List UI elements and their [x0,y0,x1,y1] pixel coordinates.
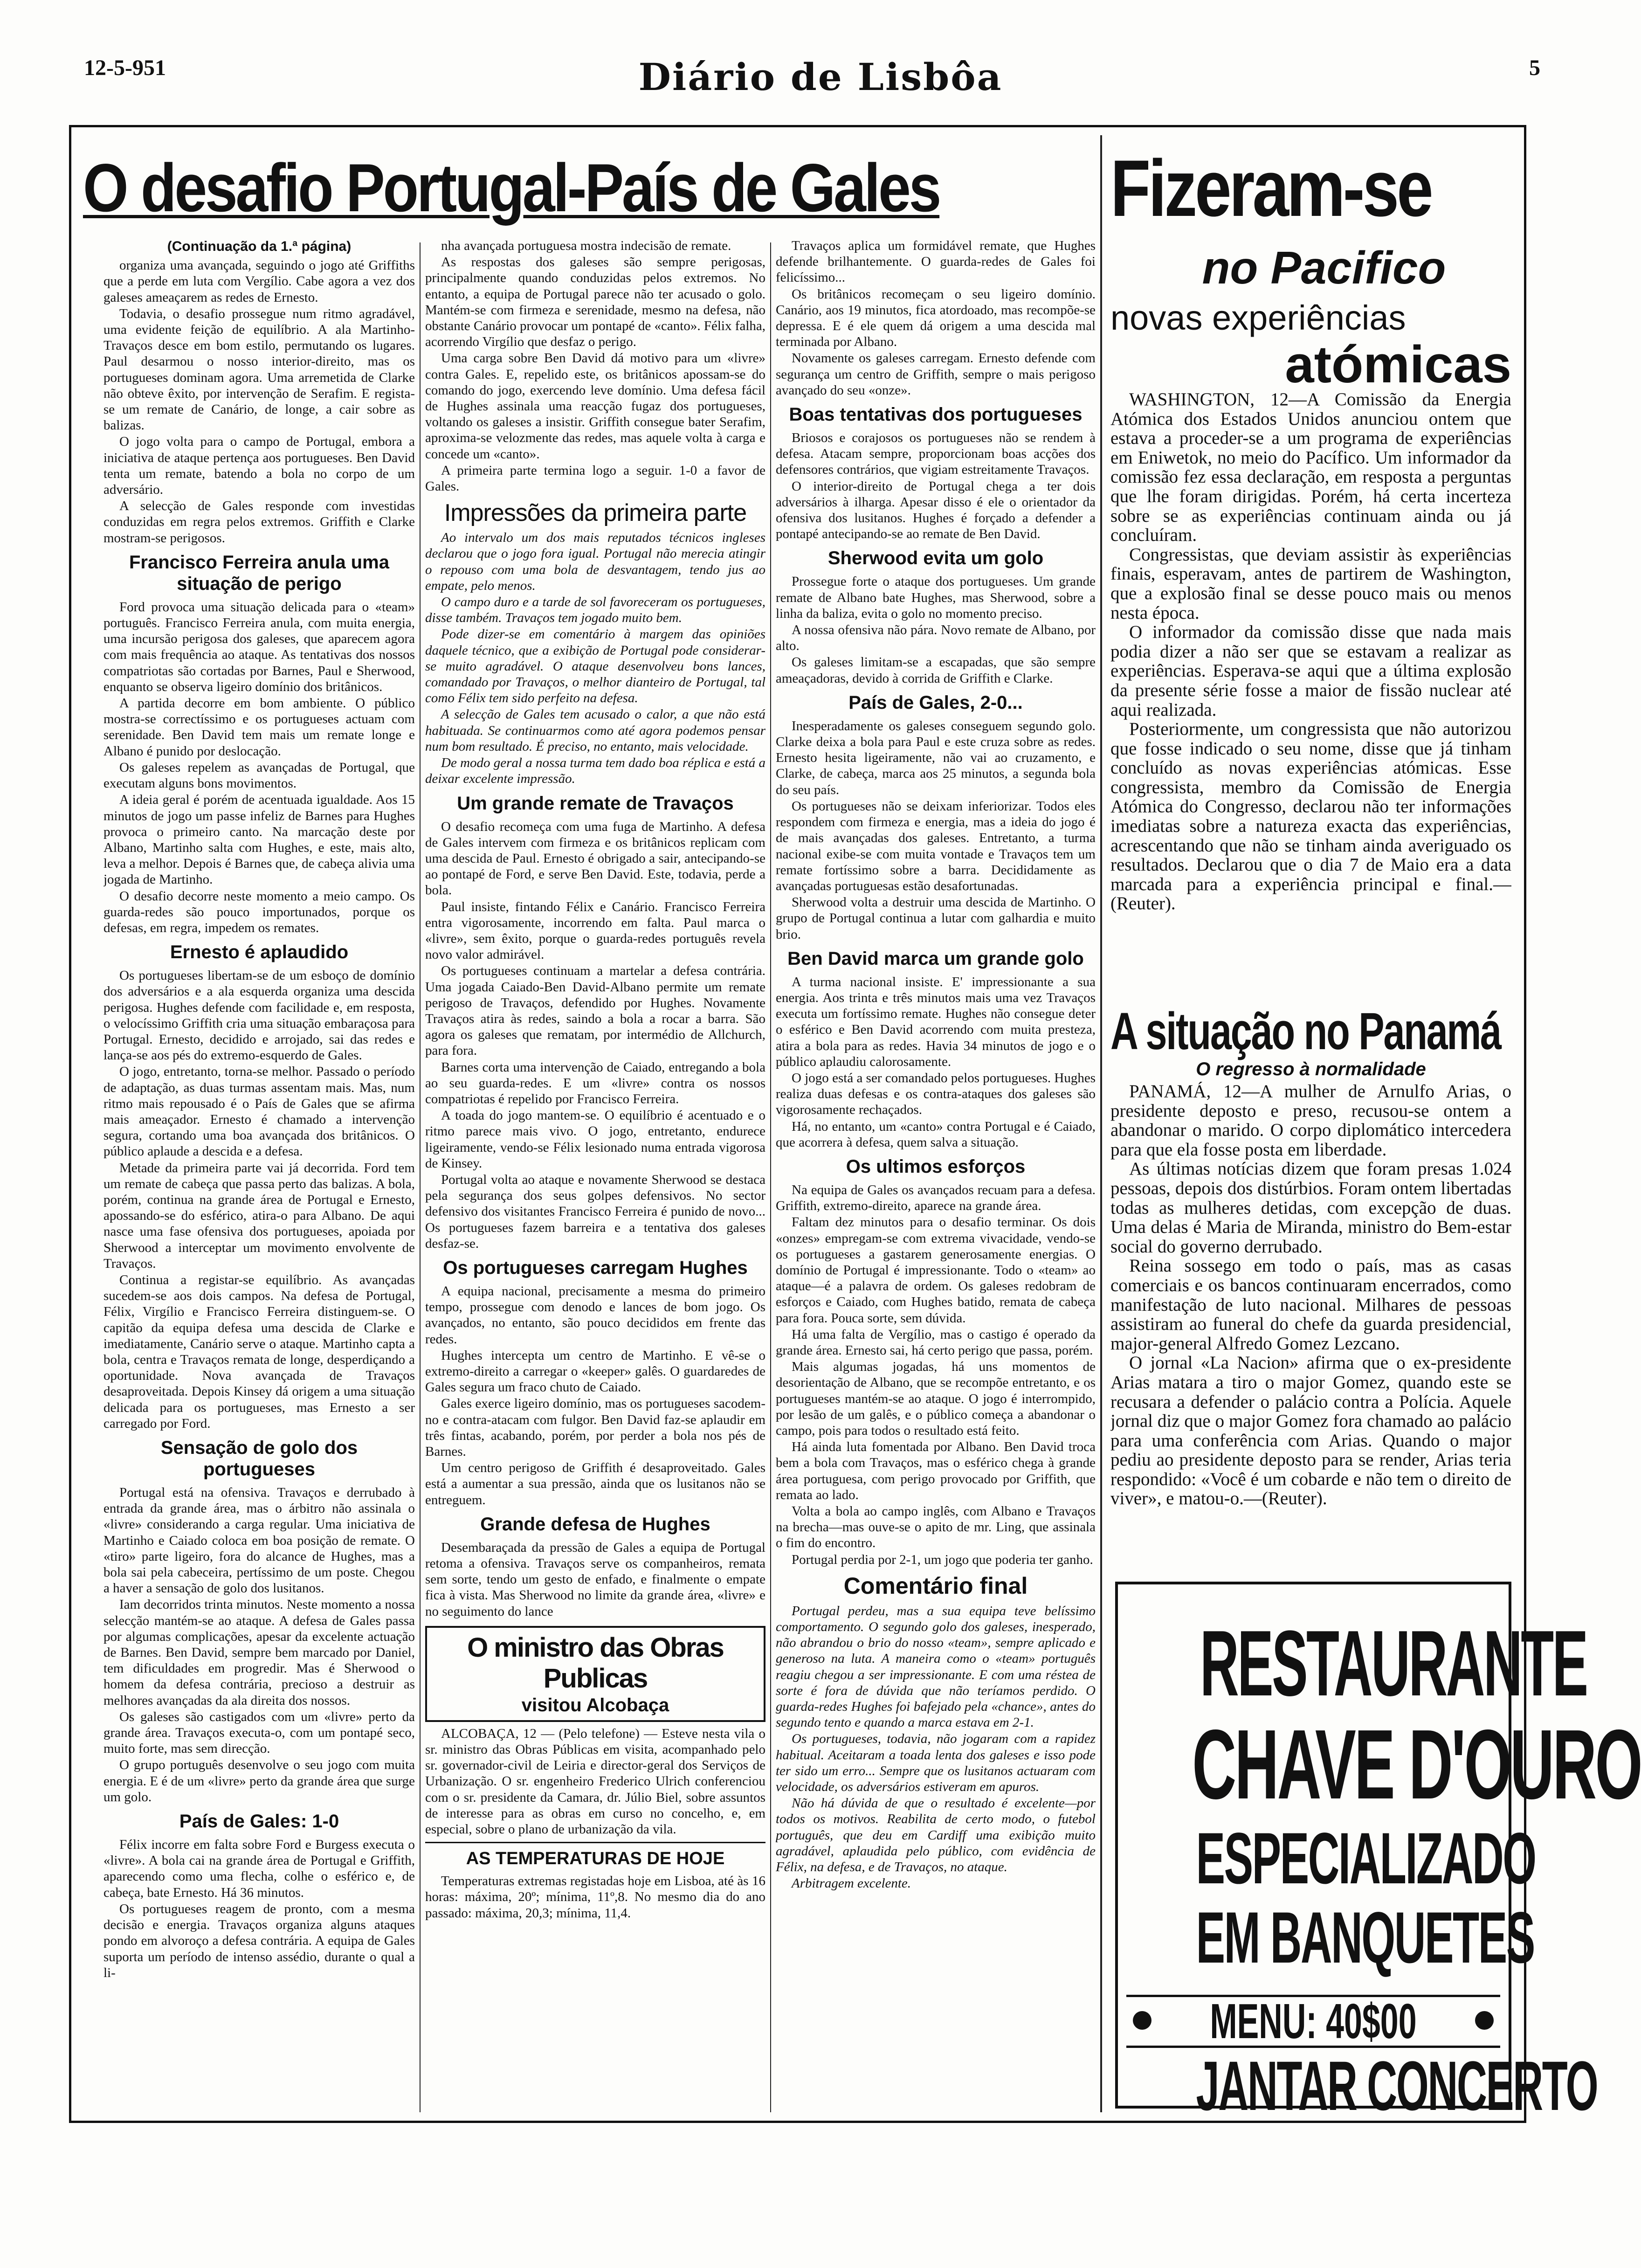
paragraph: Travaços aplica um formidável remate, que Hughes defende brilhantemente. O guarda-redes de Gales foi felicíssimo... [776,238,1096,285]
paragraph: Metade da primeira parte vai já decorrida. Ford tem um remate de cabeça que passa perto das balizas. A bola, porém, continua na grande área de Portugal e Ernesto, apossando-se do esférico, atira-o para Albano. De aqui nasce uma fase ofensiva dos portugueses, apoiada por Sherwood a interceptar um movimento envolvente de Travaços. [103,1160,415,1271]
paragraph: A ideia geral é porém de acentuada igualdade. Aos 15 minutos de jogo um passe infeliz de Barnes para Hughes provoca o primeiro canto. Na marcação deste por Albano, Martinho salta com Hughes, e este, mais alto, leva a melhor. Depois é Barnes que, de cabeça alivia uma jogada de Martinho. [103,792,415,887]
paragraph: Novamente os galeses carregam. Ernesto defende com segurança um centro de Griffith, sempre o mais perigoso avançado do seu «onze». [776,351,1096,398]
paragraph: Reina sossego em todo o país, mas as casas comerciais e os bancos continuaram encerrados, como manifestação de luto nacional. Milhares de pessoas assistiram ao funeral do chefe da guarda presidencial, major-general Alfredo Gomez Lezcano. [1110,1256,1511,1354]
paragraph: Há uma falta de Vergílio, mas o castigo é operado da grande área. Ernesto sai, há certo perigo que passa, porém. [776,1327,1096,1358]
temperaturas-title: AS TEMPERATURAS DE HOJE [466,1849,725,1869]
ministro-subtitle: visitou Alcobaça [521,1694,669,1715]
advert-line-especializado: ESPECIALIZADO [1196,1818,1536,1899]
paragraph: Portugal perdeu, mas a sua equipa teve belíssimo comportamento. O segundo golo dos galeses, inesperado, não abrandou o brio do nosso «team», sempre aplicado e generoso na luta. A maneira como o «team» português reagiu chegou a ser impressionante. E com uma réstea de sorte é fora de dúvida que não teríamos perdido. O guarda-redes Hughes foi bafejado pela «chance», antes do segundo tento e quando a marca estava em 2-1. [776,1603,1096,1730]
paragraph: Os portugueses, todavia, não jogaram com a rapidez habitual. Aceitaram a toada lenta dos galeses e isso pode ter sido um erro... Sempre que os lusitanos actuaram com velocidade, os adversários estiveram em apuros. [776,1731,1096,1795]
paragraph: Não há dúvida de que o resultado é excelente—por todos os motivos. Reabilita de certo modo, o futebol português, que deu em Cardiff uma exibição muito agradável, aplaudida pelo público, com evidência de Félix, na defesa, e de Travaços, no ataque. [776,1796,1096,1875]
ministro-box [425,1626,765,1722]
col3-paragraphs-d [776,718,1096,942]
newspaper-title: Diário de Lisbôa [638,55,1003,99]
col3-paragraphs-c [776,574,1096,686]
paragraph: Os portugueses continuam a martelar a defesa contrária. Uma jogada Caiado-Ben David-Albano permite um remate perigoso de Travaços, defendido por Hughes. Novamente Travaços atira às redes, saindo a bola a rocar a barra. São agora os galeses que rematam, por intermédio de Allchurch, para fora. [425,963,765,1058]
main-headline: O desafio Portugal-País de Gales [83,150,940,226]
paragraph: Portugal volta ao ataque e novamente Sherwood se destaca pela segurança dos seus golpes defensivos. No sector defensivo dos visitantes Francisco Ferreira é punido de novo... Os portugueses fazem barreira e a tentativa dos galeses desfaz-se. [425,1172,765,1251]
paragraph: De modo geral a nossa turma tem dado boa réplica e está a deixar excelente impressão. [425,755,765,787]
subhead-sherwood: Sherwood evita um golo [827,548,1044,569]
paragraph: Hughes intercepta um centro de Martinho. E vê-se o extremo-direito a carregar o «keeper» galês. O guardaredes de Gales segura um fraco chuto de Caiado. [425,1348,765,1395]
paragraph: A selecção de Gales responde com investidas conduzidas em regra pelos extremos. Griffith e Clarke mostram-se perigosos. [103,498,415,546]
advert-line-banquetes: EM BANQUETES [1196,1897,1534,1978]
paragraph: Faltam dez minutos para o desafio terminar. Os dois «onzes» empregam-se com extrema vivacidade, vendo-se os portugueses a gastarem generosamente energias. O domínio de Portugal é impressionante. Todo o «team» ao ataque—é a palavra de ordem. Os galeses redobram de esforços e Caiado, com Hughes batido, remata de cabeça para fora. Pouca sorte, sem dúvida. [776,1215,1096,1326]
ministro-title: O ministro das Obras Publicas [467,1632,724,1694]
fizeram-novas: novas experiências [1110,298,1406,337]
paragraph: O desafio decorre neste momento a meio campo. Os guarda-redes são pouco importunados, porque os defesas, em regra, impedem os remates. [103,888,415,935]
paragraph: A nossa ofensiva não pára. Novo remate de Albano, por alto. [776,622,1096,654]
advert-line-jantar-concerto: JANTAR CONCERTO [1196,2047,1598,2125]
col2-paragraphs-c [425,1283,765,1508]
restaurant-advert [1115,1582,1641,2125]
paragraph: A primeira parte termina logo a seguir. 1-0 a favor de Gales. [425,463,765,494]
paragraph: A turma nacional insiste. E' impressionante a sua energia. Aos trinta e três minutos mais uma vez Travaços executa um fortíssimo remate. Hughes não consegue deter o esférico e Ben David acorrendo com muita presteza, atira a bola para as redes. Havia 34 minutos de jogo e o público aplaudiu calorosamente. [776,974,1096,1069]
paragraph: Um centro perigoso de Griffith é desaproveitado. Gales está a aumentar a sua pressão, ainda que os lusitanos não se entreguem. [425,1460,765,1507]
col1-paragraphs-a [103,257,415,546]
advert-menu-price: MENU: 40$00 [1210,1994,1417,2049]
col2-paragraphs-d [425,1540,765,1619]
advert-line-restaurante: RESTAURANTE [1200,1611,1587,1715]
paragraph: A toada do jogo mantem-se. O equilíbrio é acentuado e o ritmo parece mais vivo. O jogo, entretanto, endurece ligeiramente, vendo-se Félix lesionado numa entrada vigorosa de Kinsey. [425,1108,765,1171]
paragraph: A partida decorre em bom ambiente. O público mostra-se correctíssimo e os portugueses actuam com serenidade. Ben David tem mais um remate longe e Albano é punido por deslocação. [103,696,415,759]
paragraph: organiza uma avançada, seguindo o jogo até Griffiths que a perde em luta com Vergílio. Cabe agora a vez dos galeses ameaçarem as redes de Ernesto. [103,258,415,305]
paragraph: Volta a bola ao campo inglês, com Albano e Travaços na brecha—mas ouve-se o apito de mr. Ling, que assinala o fim do encontro. [776,1504,1096,1551]
col1-paragraphs-b [103,599,415,936]
paragraph: nha avançada portuguesa mostra indecisão de remate. [441,238,731,253]
fizeram-title: Fizeram-se [1110,144,1431,233]
paragraph: Continua a registar-se equilíbrio. As avançadas sucedem-se aos dois campos. Na defesa de Portugal, Félix, Virgílio e Francisco Ferreira distinguem-se. O capitão da equipa defesa uma descida de Clarke e imediatamente, Canário serve o ataque. Martinho capta a bola, centra e Travaços remata de longe, desperdiçando a oportunidade. Nova avançada de Travaços desaproveitada. Depois Kinsey dá origem a uma situação delicada para os portugueses, mas Ernesto a ser carregado por Ford. [103,1272,415,1431]
advert-line-chave-douro: CHAVE D'OURO [1192,1709,1641,1819]
paragraph: Inesperadamente os galeses conseguem segundo golo. Clarke deixa a bola para Paul e este cruza sobre as redes. Ernesto hesita ligeiramente, não vai ao cruzamento, e Clarke, de cabeça, marca aos 25 minutos, a segunda bola do seu país. [776,718,1096,797]
panama-subtitle: O regresso à normalidade [1196,1059,1426,1079]
divider [425,1842,765,1843]
paragraph: Ford provoca uma situação delicada para o «team» português. Francisco Ferreira anula, com muita energia, uma incursão perigosa dos galeses, que aparecem agora com mais frequência ao ataque. As tentativas dos nossos compatriotas são cortadas por Barnes, Paul e Sherwood, enquanto se observa ligeiro domínio dos britânicos. [103,599,415,694]
paragraph: O jogo está a ser comandado pelos portugueses. Hughes realiza duas defesas e os contra-ataques dos galeses são vigorosamente rechaçados. [776,1070,1096,1118]
paragraph: Todavia, o desafio prossegue num ritmo agradável, uma evidente feição de equilíbrio. A ala Martinho-Travaços desce em bom estilo, permutando os lugares. Paul desarmou o nosso interior-direito, mas os portugueses dominam agora. Uma arremetida de Clarke não obteve êxito, por intervenção de Serafim. E regista-se um remate de Canário, de longe, a cair sobre as balizas. [103,306,415,433]
subhead-sensacao: Sensação de golo dos portugueses [160,1438,358,1480]
paragraph: Os britânicos recomeçam o seu ligeiro domínio. Canário, aos 19 minutos, fica atordoado, mas recompõe-se depressa. E é ele quem dá origem a uma descida mal terminada por Albano. [776,286,1096,350]
subhead-pais-1-0: País de Gales: 1-0 [179,1811,339,1832]
subhead-pais-2-0: País de Gales, 2-0... [848,692,1023,713]
paragraph: Prossegue forte o ataque dos portugueses. Um grande remate de Albano bate Hughes, mas Sherwood, sobre a linha da baliza, evita o golo no momento preciso. [776,574,1096,621]
col3-italic-paragraphs [776,1603,1096,1892]
panama-title: A situação no Panamá [1110,1002,1501,1060]
subhead-boas-tentativas: Boas tentativas dos portugueses [789,404,1083,425]
subhead-ultimos: Os ultimos esforços [846,1156,1026,1177]
subhead-comentario: Comentário final [843,1572,1028,1599]
paragraph: Posteriormente, um congressista que não autorizou que fosse indicado o seu nome, disse que já tinham concluído as novas experiências atómicas. Esse congressista, membro da Comissão de Energia Atómica do Congresso, declarou não ter informações imediatas sobre a natureza exacta das experiências, acrescentando que não se tinham ainda averiguado os resultados. Declarou que o dia 7 de Maio era a data marcada para a experiência principal e final.—(Reuter). [1110,719,1511,914]
paragraph: O jornal «La Nacion» afirma que o ex-presidente Arias matara a tiro o major Gomez, quando este se recusara a defender o palácio contra a Polícia. Aquele jornal diz que o major Gomez fora chamado ao palácio para uma conferência com Arias. Quando o major pediu ao presidente deposto para se render, Arias teria respondido: «Você é um cobarde e não tem o direito de viver», e matou-o.—(Reuter). [1110,1353,1511,1509]
col1-paragraphs-e [103,1837,415,1981]
paragraph: Há, no entanto, um «canto» contra Portugal e é Caiado, que acorrera à defesa, quem salva a situação. [776,1119,1096,1150]
paragraph: Os portugueses libertam-se de um esboço de domínio dos adversários e a ala esquerda organiza uma descida perigosa. Hughes defende com facilidade e, em resposta, o velocíssimo Griffith cria uma situação embaraçosa para Portugal. Ernesto, decidido e arrojado, sai das redes e lança-se aos pés do extremo-esquerdo de Gales. [103,968,415,1063]
paragraph: O informador da comissão disse que nada mais podia dizer a não ser que se estavam a realizar as experiências. Esperava-se aqui que a última explosão da presente série fosse a maior de fissão nuclear até aqui realizada. [1110,622,1511,720]
subhead-impressoes: Impressões da primeira parte [444,499,747,527]
paragraph: Na equipa de Gales os avançados recuam para a defesa. Griffith, extremo-direito, aparece na grande área. [776,1182,1096,1214]
column-rule-2 [770,242,771,2112]
paragraph: A selecção de Gales tem acusado o calor, a que não está habituada. Se continuarmos como até agora podemos pensar num bom resultado. É preciso, no entanto, mais velocidade. [425,707,765,754]
paragraph: O interior-direito de Portugal chega a ter dois adversários à ilharga. Apesar disso é ele o orientador da ofensiva dos lusitanos. Hughes é forçado a defender a pontapé antecipando-se ao remate de Ben David. [776,478,1096,542]
fizeram-body [1110,390,1511,991]
col3-paragraphs-a [776,238,1096,398]
article-column-2 [425,238,765,2112]
col2-paragraphs-a [425,238,765,494]
subhead-grande-defesa: Grande defesa de Hughes [480,1514,710,1535]
col1-paragraphs-c [103,968,415,1431]
advert-menu-band [1126,1995,1500,2048]
paragraph: PANAMÁ, 12—A mulher de Arnulfo Arias, o presidente deposto e preso, recusou-se ontem a abandonar o marido. O corpo diplomático intercedera para que ela fosse posta em liberdade. [1110,1082,1511,1160]
paragraph: O jogo volta para o campo de Portugal, embora a iniciativa de ataque pertença aos portugueses. Ben David tenta um remate, batendo a bola no corpo de um adversário. [103,434,415,498]
paragraph: Há ainda luta fomentada por Albano. Ben David troca bem a bola com Travaços, mas o esférico chega à grande área portuguesa, com perigo provocado por Griffith, que remata ao lado. [776,1439,1096,1502]
column-rule-3 [1100,135,1102,2112]
col2-italic-paragraphs [425,530,765,787]
col2-paragraphs-b [425,819,765,1252]
continuation-note: (Continuação da 1.ª página) [167,239,352,254]
paragraph: As respostas dos galeses são sempre perigosas, principalmente quando conduzidas pelos extremos. No entanto, a equipa de Portugal parece não ter acusado o golo. Mantém-se com firmeza e serenidade, mesmo na defesa, não obstante Canário provocar um pontapé de «canto». Félix falha, acorrendo Virgílio que desfaz o perigo. [425,255,765,350]
paragraph: Briosos e corajosos os portugueses não se rendem à defesa. Atacam sempre, proporcionam boas acções dos defensores contrários, que vigiam estreitamente Travaços. [776,430,1096,477]
ministro-text: ALCOBAÇA, 12 — (Pelo telefone) — Esteve nesta vila o sr. ministro das Obras Públicas em visita, acompanhado pelo sr. governador-civil de Leiria e director-geral dos Serviços de Urbanização. O sr. engenheiro Frederico Ulrich conferenciou com o sr. presidente da Camara, dr. Júlio Biel, sobre assuntos de interesse para as obras em curso no concelho, e, em especial, sobre o plano de urbanização da vila. [425,1726,765,1837]
paragraph: Portugal está na ofensiva. Travaços e derrubado à entrada da grande área, mas o árbitro não assinala o «livre» considerando a carga regular. Uma iniciativa de Martinho e Caiado coloca em boa posição de remate. O «tiro» parte ligeiro, fora do alcance de Hughes, mas a bola sai pela cabeceira, pertíssimo de um poste. Chegou a haver a sensação de golo dos lusitanos. [103,1485,415,1596]
paragraph: Barnes corta uma intervenção de Caiado, entregando a bola ao seu guarda-redes. E um «livre» contra os nossos compatriotas é repelido por Francisco Ferreira. [425,1059,765,1106]
paragraph: Paul insiste, fintando Félix e Canário. Francisco Ferreira entra vigorosamente, incorrendo em falta. Paul marca o «livre», sem êxito, porque o guarda-redes português revela novo valor admirável. [425,899,765,962]
paragraph: Pode dizer-se em comentário à margem das opiniões daquele técnico, que a exibição de Portugal pode considerar-se muito agradável. O ataque desenvolveu bons lances, comandado por Travaços, o melhor dianteiro de Portugal, tal como Félix tem sido perfeito na defesa. [425,627,765,706]
paragraph: A equipa nacional, precisamente a mesma do primeiro tempo, prossegue com denodo e lances de bom jogo. Os avançados, no entanto, são pouco decididos em frente das redes. [425,1283,765,1347]
col3-paragraphs-b [776,430,1096,542]
subhead-ferreira: Francisco Ferreira anula uma situação de perigo [129,552,389,594]
article-column-3 [776,238,1096,2112]
subhead-ernesto: Ernesto é aplaudido [170,942,349,963]
paragraph: Os galeses repelem as avançadas de Portugal, que executam alguns bons movimentos. [103,760,415,791]
col3-paragraphs-f [776,1182,1096,1568]
paragraph: Os portugueses não se deixam inferiorizar. Todos eles respondem com firmeza e energia, mas a ideia do jogo é de mais avançadas dos galeses. Entretanto, a turma nacional exibe-se com muita vontade e Travaços tem um remate fortíssimo sobre a barra. Decididamente as avançadas portuguesas estão desafortunadas. [776,798,1096,893]
paragraph: Iam decorridos trinta minutos. Neste momento a nossa selecção mantém-se ao ataque. A defesa de Gales passa por algumas complicações, apesar da excelente actuação de Barnes. Ben David, sempre bem marcado por Daniel, tem dificuldades em progredir. Mas é Sherwood o homem da defesa contrária, precioso a destruir as melhores avançadas da ala direita dos nossos. [103,1597,415,1708]
paragraph: As últimas notícias dizem que foram presas 1.024 pessoas, depois dos distúrbios. Foram ontem libertadas todas as mulheres detidas, com excepção de duas. Uma delas é Maria de Miranda, ministro do Bem-estar social do governo derrubado. [1110,1159,1511,1257]
paragraph: Gales exerce ligeiro domínio, mas os portugueses sacodem-no e contra-atacam com fulgor. Ben David faz-se aplaudir em três fintas, acabando, porém, por perder a bola nos pés de Barnes. [425,1396,765,1459]
subhead-carregam-hughes: Os portugueses carregam Hughes [443,1257,748,1278]
col1-paragraphs-d [103,1485,415,1805]
paragraph: O desafio recomeça com uma fuga de Martinho. A defesa de Gales intervem com firmeza e os britânicos replicam com uma descida de Paul. Ernesto é obrigado a sair, antecipando-se ao pontapé de Ford, e serve Ben David. Este, todavia, perde a bola. [425,819,765,898]
subhead-remate-travacos: Um grande remate de Travaços [457,793,734,814]
column-rule-1 [420,242,421,2112]
issue-date: 12-5-951 [84,55,166,80]
paragraph: Congressistas, que deviam assistir às experiências finais, esperavam, antes de partirem de Washington, que a explosão final se desse pouco mais ou menos nesta época. [1110,544,1511,623]
temperaturas-text: Temperaturas extremas registadas hoje em Lisboa, até às 16 horas: máxima, 20º; mínima, 11º,8. No mesmo dia do ano passado: máxima, 20,3; mínima, 11,4. [425,1874,765,1921]
paragraph: Desembaraçada da pressão de Gales a equipa de Portugal retoma a ofensiva. Travaços serve os companheiros, remata sem sorte, tendo um gesto de enfado, e finalmente o empate fica à vista. Mas Sherwood no limite da grande área, «livre» e no seguimento do lance [425,1540,765,1619]
paragraph: O grupo português desenvolve o seu jogo com muita energia. E é de um «livre» perto da grande área que surge um golo. [103,1757,415,1805]
paragraph: O campo duro e a tarde de sol favoreceram os portugueses, disse também. Travaços tem jogado muito bem. [425,595,765,626]
bullet-icon [1133,2011,1151,2030]
paragraph: Félix incorre em falta sobre Ford e Burgess executa o «livre». A bola cai na grande área de Portugal e Griffith, aparecendo como uma flecha, colhe o esférico e, de cabeça, bate Ernesto. Há 36 minutos. [103,1837,415,1900]
paragraph: Os portugueses reagem de pronto, com a mesma decisão e energia. Travaços organiza alguns ataques pondo em alvoroço a defesa contrária. A equipa de Gales suporta um período de intenso assédio, durante o qual a li- [103,1901,415,1980]
paragraph: Os galeses são castigados com um «livre» perto da grande área. Travaços executa-o, com um pontapé seco, muito forte, mas sem direcção. [103,1709,415,1756]
subhead-ben-david: Ben David marca um grande golo [787,948,1084,969]
paragraph: Uma carga sobre Ben David dá motivo para um «livre» contra Gales. E, repelido este, os britânicos apossam-se do comando do jogo, exercendo leve domínio. Uma defesa fácil de Hughes assinala uma reacção fugaz dos portugueses, voltando os galeses a insistir. Griffith consegue bater Serafim, aproxima-se velozmente das redes, mas aquele volta à carga e concede um «canto». [425,351,765,462]
paragraph: Mais algumas jogadas, há uns momentos de desorientação de Albano, que se recompõe entretanto, e os portugueses mantém-se ao ataque. O jogo é interrompido, por lesão de um galês, e o público começa a abandonar o campo, pois para todos o resultado está feito. [776,1359,1096,1438]
paragraph: O jogo, entretanto, torna-se melhor. Passado o período de adaptação, as duas turmas assentam mais. Mas, num ritmo mais repousado é o País de Gales que se afirma mais ameaçador. Ernesto é chamado a intervenção segura, cortando uma boa avançada dos britânicos. O público aplaude a descida e a defesa. [103,1064,415,1159]
paragraph: Os galeses limitam-se a escapadas, que são sempre ameaçadoras, devido à corrida de Griffith e Clarke. [776,655,1096,686]
fizeram-atomicas: atómicas [1285,335,1511,394]
fizeram-pacifico: no Pacifico [1202,242,1446,293]
bullet-icon [1475,2011,1494,2030]
paragraph: Portugal perdia por 2-1, um jogo que poderia ter ganho. [792,1552,1093,1567]
article-column-1 [103,238,415,2112]
col3-paragraphs-e [776,974,1096,1150]
paragraph: Arbitragem excelente. [792,1876,911,1891]
paragraph: Ao intervalo um dos mais reputados técnicos ingleses declarou que o jogo fora igual. Portugal não merecia atingir o repouso com uma bola de desvantagem, tendo jus ao empate, pelo menos. [425,530,765,593]
panama-body [1110,1082,1511,1571]
paragraph: Sherwood volta a destruir uma descida de Martinho. O grupo de Portugal continua a lutar com galhardia e muito brio. [776,895,1096,942]
page-number: 5 [1529,55,1540,80]
paragraph: WASHINGTON, 12—A Comissão da Energia Atómica dos Estados Unidos anunciou ontem que estava a proceder-se a um programa de experiências em Eniwetok, no meio do Pacífico. Um informador da comissão fez essa declaração, em resposta a perguntas que lhe foram dirigidas. Porém, há certa incerteza sobre se as experiências continuam ainda ou já concluíram. [1110,390,1511,546]
